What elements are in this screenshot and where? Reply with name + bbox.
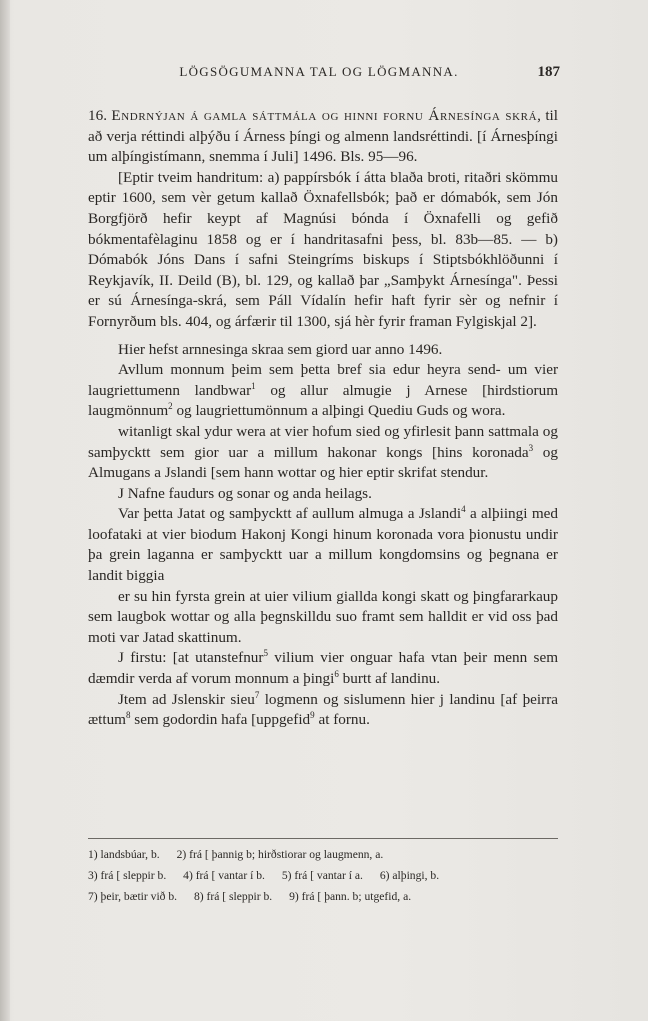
section-number: 16. <box>88 107 107 124</box>
footnote-mark-7: 7 <box>254 689 260 700</box>
intro-paragraph <box>88 106 558 168</box>
footnote-1: 1) landsbúar, b. <box>88 848 160 861</box>
footnote-mark-1: 1 <box>251 380 256 391</box>
footnote-mark-9: 9 <box>310 710 315 721</box>
document-paragraph-1: Avllum monnum þeim sem þetta bref sia edur heyra send- um vier laugriettumenn landbwar$^1$ og allur almugie j Arnese [hirdstiorum laugmönnum$^2$ og laugriettumönnum a alþingi Quediu Guds og wora. <box>88 361 559 420</box>
footnote-2: 2) frá [ þannig b; hirðstiorar og laugmenn, a. <box>176 848 384 861</box>
document-paragraph-3: J Nafne faudurs og sonar og anda heilags. <box>118 484 372 502</box>
section-description: , til að verja réttindi alþýðu í Árness þíngi og almenn landsréttindi. [í Árnesþíngi um alþíngistímann, snemma í Juli] 1496. Bls. 95—96. <box>88 107 558 166</box>
footnote-line-3 <box>88 887 558 908</box>
footnote-9: 9) frá [ þann. b; utgefid, a. <box>289 889 412 903</box>
footnotes <box>88 838 558 907</box>
document-title-line: Hier hefst arnnesinga skraa sem giord uar anno 1496. <box>118 340 443 358</box>
footnote-line-2 <box>88 866 558 887</box>
page-spine-shadow <box>0 0 10 1021</box>
footnote-7: 7) þeir, bætir við b. <box>88 889 178 903</box>
footnote-line-1 <box>88 845 558 866</box>
footnote-4: 4) frá [ vantar í b. <box>183 868 265 882</box>
document-paragraph-6: J firstu: [at utanstefnur$^5$ vilium vier onguar hafa vtan þeir menn sem dæmdir verda af vorum monnum a þingi$^6$ burtt af landinu. <box>88 648 559 688</box>
footnote-mark-6: 6 <box>334 668 339 679</box>
footnote-mark-4: 4 <box>461 504 466 515</box>
footnote-mark-8: 8 <box>125 710 131 721</box>
footnote-mark-5: 5 <box>263 648 268 659</box>
footnote-6: 6) alþingi, b. <box>379 868 440 882</box>
running-title: LÖGSÖGUMANNA TAL OG LÖGMANNA. <box>179 64 459 79</box>
sources-note: [Eptir tveim handritum: a) pappírsbók í átta blaða broti, ritaðri skömmu eptir 1600, sem vèr getum kallað Öxnafellsbók; það er dómabók, sem Jón Borgfjörð hefir keypt af Magnúsi bónda í Öxnafelli og gefið bókmentafèlaginu 1858 og er í handritasafni þess, bl. 83b—85. — b) Dómabók Jóns Dans í safni Steingríms biskups í Stiptsbókhlöðunni í Reykjavík, II. Deild (B), bl. 129, og kallað þar „Samþykt Árnesínga". Þessi er sú Árnesínga-skrá, sem Páll Vídalín hefir haft fyrir sèr og nefnir í Fornyrðum bls. 404, og árfærir til 1300, sjá hèr fyrir framan Fylgiskjal 2]. <box>88 168 558 330</box>
document-paragraph-7: Jtem ad Jslenskir sieu$^7$ logmenn og sislumenn hier j landinu [af þeirra ættum$^8$ sem godordin hafa [uppgefid$^9$ at fornu. <box>88 689 558 729</box>
footnote-3: 3) frá [ sleppir b. <box>88 868 167 882</box>
footnote-mark-3: 3 <box>528 442 534 453</box>
page-number: 187 <box>537 64 560 80</box>
footnote-mark-2: 2 <box>168 401 173 412</box>
page-body <box>88 106 558 731</box>
footnote-8: 8) frá [ sleppir b. <box>193 889 273 903</box>
section-heading: Endrnýjan á gamla sáttmála og hinni fornu Árnesínga skrá <box>111 107 538 124</box>
running-header <box>118 64 560 88</box>
document-paragraph-2: witanligt skal ydur wera at vier hofum sied og yfirlesit þann sattmala og samþycktt sem gior uar a millum hakonar kongs [hins koronada$^3$ og Almugans a Jslandi [sem hann wottar og hier eptir skrifat stendur. <box>88 422 558 482</box>
footnote-5: 5) frá [ vantar í a. <box>281 868 363 882</box>
document-paragraph-4: Var þetta Jatat og samþycktt af aullum almuga a Jslandi$^4$ a alþiingi med loofataki at vier biodum Hakonj Kongi hinum koronada vora þionustu undir þa grein laganna er samþycktt uar a millum kongdomsins og þegnana er landit biggia <box>88 504 558 585</box>
document-paragraph-5: er su hin fyrsta grein at uier vilium giallda kongi skatt og þingfararkaup sem laugbok wottar og alla þegnskilldu suo framt sem halldit er vid oss þad moti var Jatad skattinum. <box>88 587 558 646</box>
